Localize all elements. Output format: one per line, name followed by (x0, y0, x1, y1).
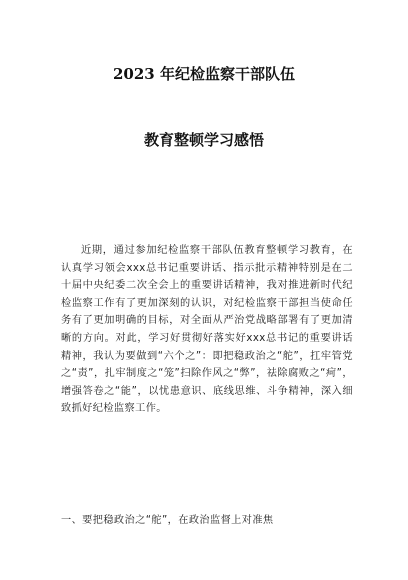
document-subtitle: 教育整顿学习感悟 (143, 131, 264, 149)
document-title: 2023 年纪检监察干部队伍 (113, 65, 295, 83)
section-heading: 一、要把稳政治之“舵”，在政治监督上对准焦 (61, 515, 274, 526)
intro-paragraph: 近期，通过参加纪检监察干部队伍教育整顿学习教育，在认真学习领会xxx总书记重要讲话、指示批示精神特别是在二十届中央纪委二次全会上的重要讲话精神，我对推进新时代纪检监察工作有了更加深刻的认识，对纪检监察干部担当使命任务有了更加明确的目标，对全面从严治党战略部署有了更加清晰的方向。对此，学习好贯彻好落实好xxx总书记的重要讲话精神，我认为要做到“六个之”：即把稳政治之“舵”，扛牢管党之“责”，扎牢制度之“笼”扫除作风之“弊”，祛除腐败之“疴”，增强答卷之“能”，以忧患意识、底线思维、斗争精神，深入细致抓好纪检监察工作。 (61, 245, 353, 415)
